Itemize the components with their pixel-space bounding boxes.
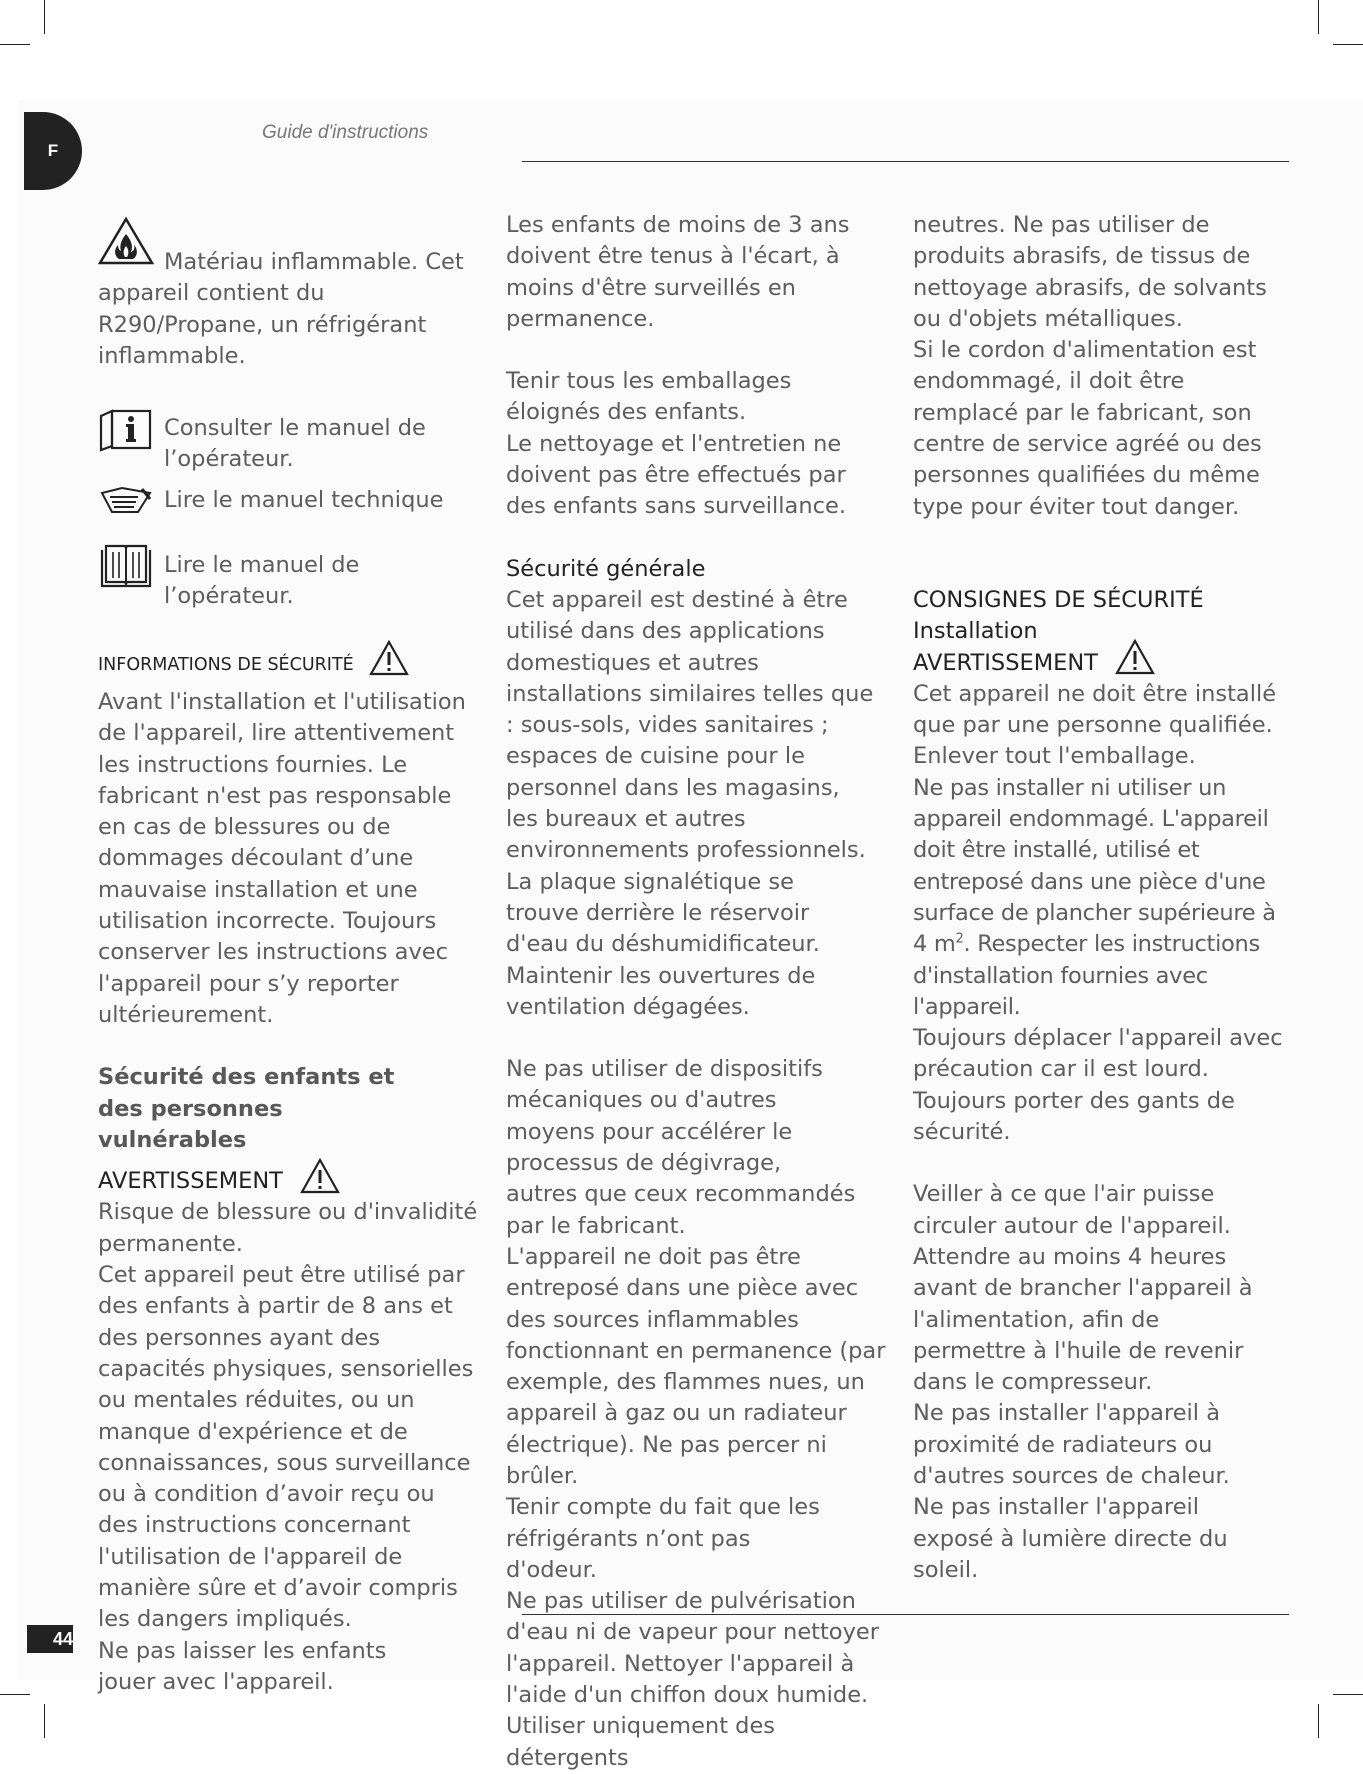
odor-text: Tenir compte du fait que les réfrigérants n’ont pas d'odeur. — [506, 1494, 820, 1583]
page-number: 44 — [27, 1625, 73, 1653]
column-1 — [98, 210, 478, 1698]
children-safety-heading: Sécurité des enfants et des personnes vulnérables — [98, 1064, 395, 1153]
damaged-appliance-text — [913, 773, 1293, 1023]
air-circulation-text: Veiller à ce que l'air puisse circuler autour de l'appareil. — [913, 1181, 1231, 1239]
wait-4-hours-text: Attendre au moins 4 heures avant de brancher l'appareil à l'alimentation, afin de permettre à l'huile de revenir dans le compresseur. — [913, 1243, 1253, 1396]
crop-mark — [1333, 1694, 1363, 1695]
safety-intro-text: Avant l'installation et l'utilisation de l'appareil, lire attentivement les instructions fournies. Le fabricant n'est pas responsable en cas de blessures ou de dommages découlant d’une mauvaise installation et une utilisation incorrecte. Toujours conserver les instructions avec l'appareil pour s’y reporter ultérieurement. — [98, 688, 466, 1028]
operator-manual-row — [98, 550, 478, 613]
ventilation-text: Maintenir les ouvertures de ventilation dégagées. — [506, 962, 816, 1020]
crop-mark — [0, 1694, 30, 1695]
radiators-text: Ne pas installer l'appareil à proximité de radiateurs ou d'autres sources de chaleur. — [913, 1400, 1230, 1489]
heavy-appliance-text: Toujours déplacer l'appareil avec précaution car il est lourd. Toujours porter des gants de sécurité. — [913, 1025, 1283, 1146]
flammable-block — [98, 210, 478, 372]
no-play-text: Ne pas laisser les enfants jouer avec l'appareil. — [98, 1637, 387, 1695]
warning-triangle-icon — [1115, 639, 1155, 675]
tech-manual-text: Lire le manuel technique — [164, 486, 444, 513]
risk-text: Risque de blessure ou d'invalidité permanente. — [98, 1199, 478, 1257]
crop-mark — [1318, 0, 1319, 34]
spray-text: Ne pas utiliser de pulvérisation d'eau ni de vapeur pour nettoyer l'appareil. Nettoyer l'appareil à l'aide d'un chiffon doux humide. Utiliser uniquement des détergents — [506, 1588, 879, 1771]
warning-label: AVERTISSEMENT — [98, 1168, 283, 1195]
operator-manual-text: Lire le manuel de l’opérateur. — [164, 552, 360, 610]
power-cord-text: Si le cordon d'alimentation est endommagé, il doit être remplacé par le fabricant, son centre de service agréé ou des personnes qualifiées du même type pour éviter tout danger. — [913, 337, 1262, 520]
installation-heading: Installation — [913, 618, 1038, 645]
general-safety-text: Cet appareil est destiné à être utilisé dans des applications domestiques et autres installations similaires telles que : sous-sols, vides sanitaires ; espaces de cuisine pour le personnel dans les magasins, les bureaux et autres environnements professionnels. — [506, 586, 874, 864]
section-tab: F — [24, 112, 82, 190]
consult-manual-row — [98, 405, 478, 476]
column-3 — [913, 210, 1293, 1586]
children-warning-heading — [98, 1166, 478, 1197]
crop-mark — [1318, 1704, 1319, 1738]
safety-info-heading — [98, 650, 478, 681]
flammable-text: Matériau inflammable. Cet appareil contient du R290/Propane, un réfrigérant inflammable. — [98, 249, 464, 369]
column-2 — [506, 210, 891, 1774]
crop-mark — [44, 0, 45, 34]
technical-manual-icon — [98, 485, 154, 515]
damaged-appliance-text-start: Ne pas installer ni utiliser un appareil endommagé. L'appareil doit être installé, utilisé et entreposé dans une pièce d'une surface de plancher supérieure à 4 m — [913, 774, 1276, 958]
tech-manual-row — [98, 485, 478, 516]
flammable-warning-icon — [98, 216, 154, 266]
defrost-text: Ne pas utiliser de dispositifs mécaniques ou d'autres moyens pour accélérer le processus de dégivrage, autres que ceux recommandés par le fabricant. — [506, 1056, 856, 1239]
rating-plate-text: La plaque signalétique se trouve derrière le réservoir d'eau du déshumidificateur. — [506, 868, 820, 958]
general-safety-heading: Sécurité générale — [506, 555, 706, 582]
packaging-text: Tenir tous les emballages éloignés des enfants. — [506, 368, 792, 426]
children-use-text: Cet appareil peut être utilisé par des enfants à partir de 8 ans et des personnes ayant des capacités physiques, sensorielles ou mentales réduites, ou un manque d'expérience et de connaissances, sous surveillance ou à condition d’avoir reçu ou des instructions concernant l'utilisation de l'appareil de manière sûre et d’avoir compris les dangers impliqués. — [98, 1262, 474, 1633]
consignes-heading: CONSIGNES DE SÉCURITÉ — [913, 586, 1204, 613]
crop-mark — [1333, 44, 1363, 45]
remove-packaging-text: Enlever tout l'emballage. — [913, 743, 1196, 770]
storage-text: L'appareil ne doit pas être entreposé dans une pièce avec des sources inflammables fonctionnant en permanence (par exemple, des flammes nues, un appareil à gaz ou un radiateur électrique). Ne pas percer ni brûler. — [506, 1243, 886, 1489]
square-metre-superscript: 2 — [955, 931, 964, 947]
crop-mark — [0, 44, 30, 45]
safety-info-heading-text: INFORMATIONS DE SÉCURITÉ — [98, 654, 354, 675]
installation-warning-heading — [913, 648, 1293, 679]
warning-triangle-icon — [369, 640, 409, 676]
warning-label: AVERTISSEMENT — [913, 649, 1098, 676]
direct-sun-text: Ne pas installer l'appareil exposé à lumière directe du soleil. — [913, 1494, 1228, 1583]
operator-manual-book-icon — [98, 542, 154, 590]
top-rule — [522, 161, 1289, 162]
info-manual-icon — [98, 408, 154, 452]
qualified-installer-text: Cet appareil ne doit être installé que par une personne qualifiée. — [913, 680, 1277, 739]
crop-mark — [44, 1704, 45, 1738]
neutral-detergent-text: neutres. Ne pas utiliser de produits abrasifs, de tissus de nettoyage abrasifs, de solvants ou d'objets métalliques. — [913, 212, 1267, 332]
running-title: Guide d'instructions — [262, 122, 429, 143]
under-3-text: Les enfants de moins de 3 ans doivent être tenus à l'écart, à moins d'être surveillés en permanence. — [506, 212, 850, 332]
damaged-appliance-text-end: . Respecter les instructions d'installation fournies avec l'appareil. — [913, 931, 1260, 1020]
cleaning-text: Le nettoyage et l'entretien ne doivent pas être effectués par des enfants sans surveillance. — [506, 430, 846, 520]
warning-triangle-icon — [300, 1158, 340, 1194]
consult-manual-text: Consulter le manuel de l’opérateur. — [164, 415, 426, 473]
